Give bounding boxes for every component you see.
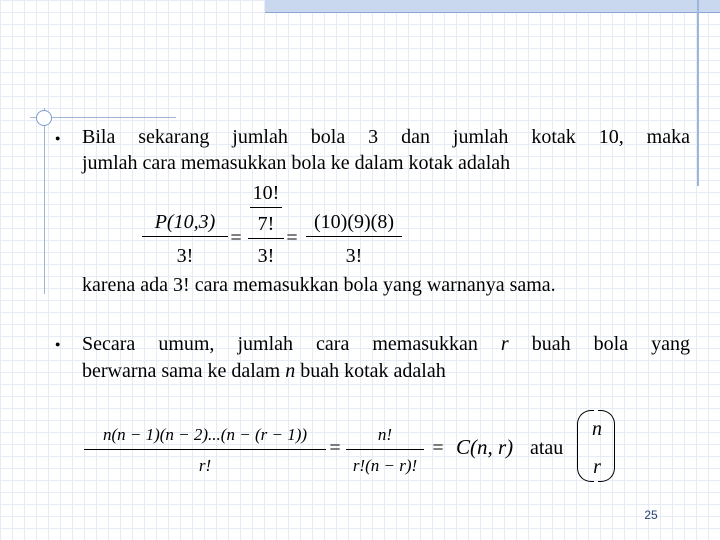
formula1-inner-bar: [250, 207, 282, 208]
formula2-lhs-denominator: r!: [198, 456, 212, 475]
corner-circle-icon: [36, 110, 52, 126]
formula2-combination: C(n, r): [456, 435, 514, 459]
formula2-mid-denominator: r!(n − r)!: [352, 456, 418, 475]
bullet2-line2: berwarna sama ke dalam n buah kotak adalah: [82, 360, 446, 382]
bullet-icon: ●: [55, 133, 61, 143]
bullet1-line2: jumlah cara memasukkan bola ke dalam kotak adalah: [82, 152, 511, 174]
bullet1-line1: Bila sekarang jumlah bola 3 dan jumlah kotak 10, maka: [82, 126, 690, 148]
binom-bottom: r: [593, 456, 601, 478]
top-decoration-line: [265, 12, 720, 13]
formula1-lhs-denominator: 3!: [176, 245, 194, 267]
bullet-icon: ●: [55, 339, 61, 349]
formula1-rhs-bar: [306, 236, 402, 237]
formula1-mid-numerator-top: 10!: [252, 182, 280, 204]
formula1-equals-1: =: [230, 227, 242, 249]
formula1-mid-denominator: 3!: [257, 245, 275, 267]
formula2-lhs-numerator: n(n − 1)(n − 2)...(n − (r − 1)): [102, 425, 308, 444]
formula2-equals-1: =: [329, 437, 341, 459]
top-decoration-bar: [265, 0, 720, 12]
bullet2-line1: Secara umum, jumlah cara memasukkan r buah bola yang: [82, 333, 690, 355]
right-decoration-line: [697, 0, 699, 186]
formula1-rhs-denominator: 3!: [345, 245, 363, 267]
formula2-or-word: atau: [530, 437, 564, 459]
formula1-mid-bar: [248, 238, 284, 239]
formula2-mid-numerator: n!: [377, 425, 393, 444]
formula2-mid-bar: [346, 449, 424, 450]
formula2-lhs-bar: [84, 449, 326, 450]
left-decoration-line: [44, 108, 45, 294]
formula1-mid-numerator-bottom: 7!: [257, 213, 275, 235]
binom-right-paren: [598, 410, 615, 482]
formula1-rhs-numerator: (10)(9)(8): [314, 211, 394, 233]
formula1-lhs-numerator: P(10,3): [154, 211, 216, 233]
binom-top: n: [592, 418, 602, 440]
bullet1-conclusion: karena ada 3! cara memasukkan bola yang warnanya sama.: [82, 274, 556, 296]
formula1-lhs-bar: [142, 236, 228, 237]
slide-number: 25: [644, 508, 658, 522]
formula1-equals-2: =: [286, 227, 298, 249]
formula2-equals-2: =: [432, 437, 444, 459]
